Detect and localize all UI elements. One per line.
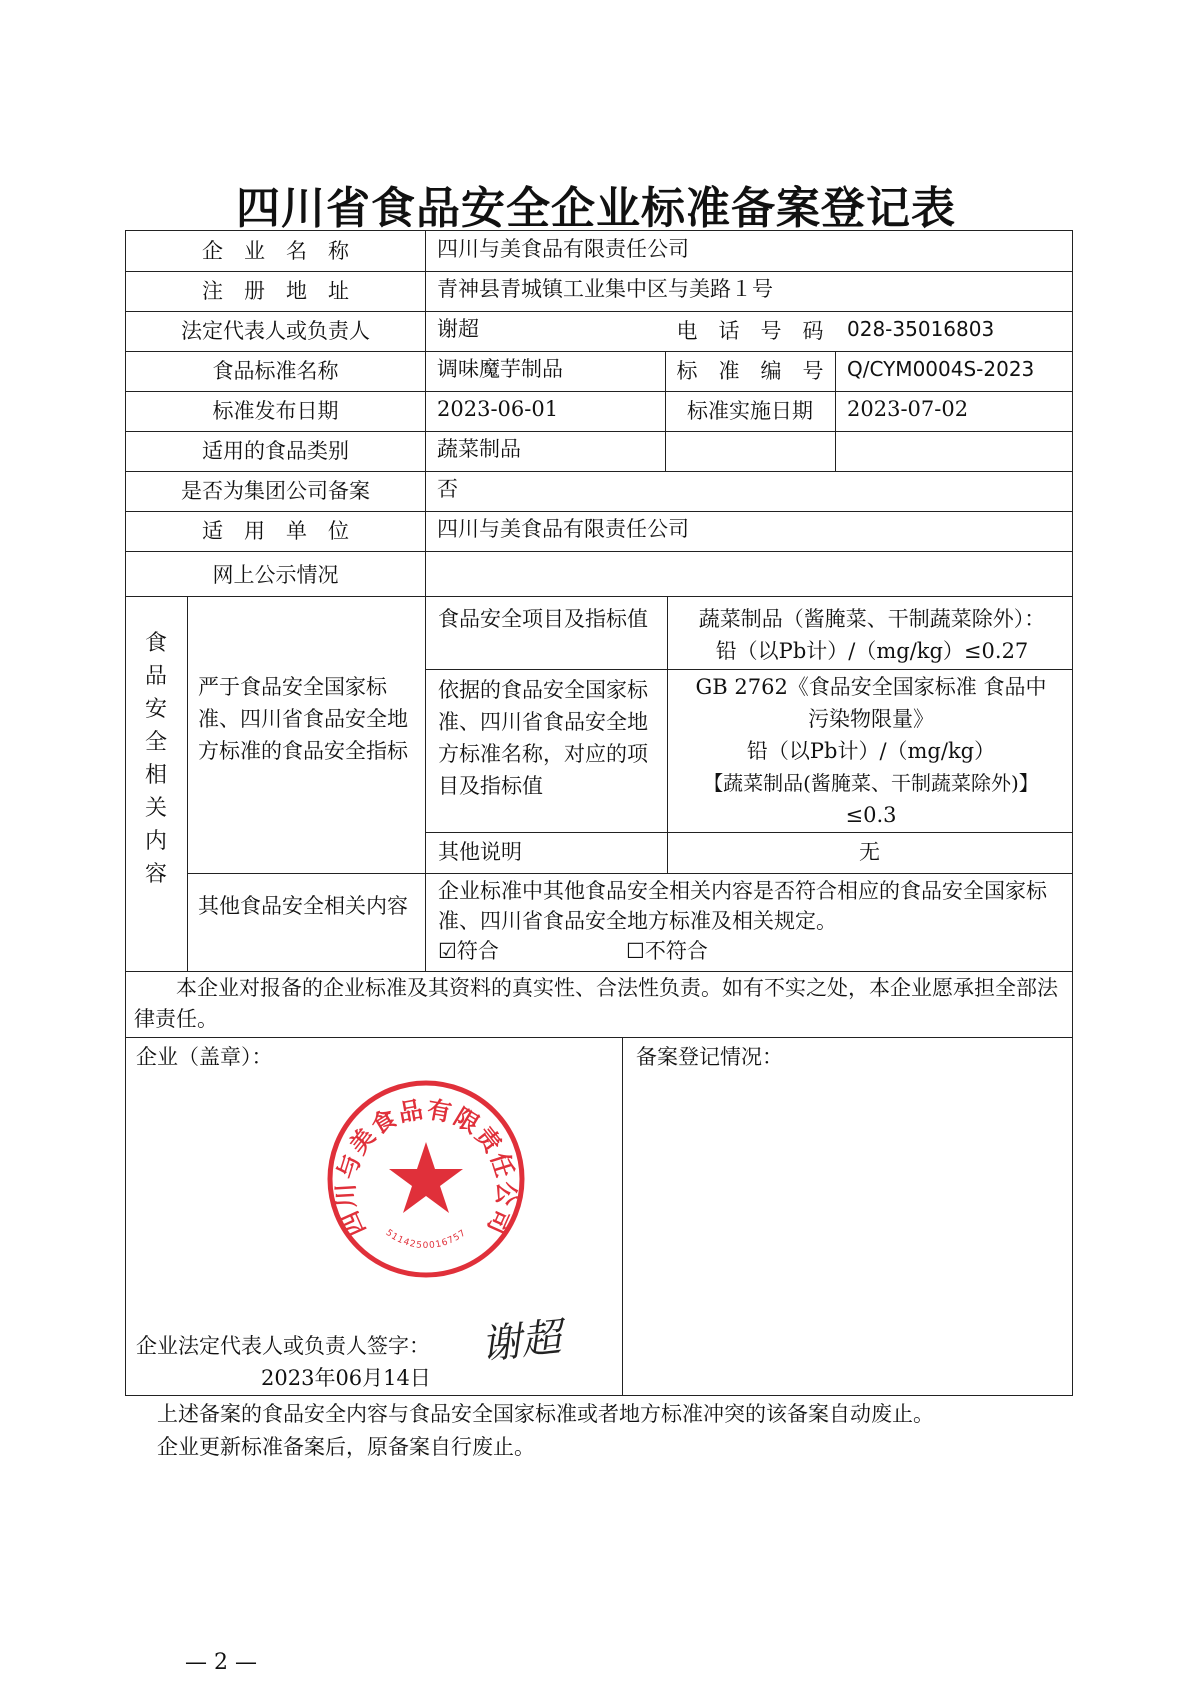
standard-number-value: Q/CYM0004S-2023 <box>847 357 1035 381</box>
other-safety-text: 企业标准中其他食品安全相关内容是否符合相应的食品安全国家标准、四川省食品安全地方标准及相关规定。 <box>438 879 1047 933</box>
registration-table <box>125 230 1073 1396</box>
publish-date-label: 标准发布日期 <box>212 399 339 423</box>
column-divider <box>667 596 668 873</box>
row-divider <box>126 471 1072 472</box>
phone-value: 028-35016803 <box>847 317 995 341</box>
legal-representative-label: 法定代表人或负责人 <box>181 319 370 343</box>
basis-standard-value <box>672 671 1070 831</box>
seal-label: 企业（盖章）： <box>136 1045 273 1069</box>
record-status-label: 备案登记情况： <box>636 1045 783 1069</box>
row-divider <box>126 551 1072 552</box>
row-divider <box>126 971 1072 972</box>
basis-standard-label: 依据的食品安全国家标准、四川省食品安全地方标准名称，对应的项目及指标值 <box>438 678 648 798</box>
standard-name-value: 调味魔芋制品 <box>437 357 563 381</box>
implement-date-label: 标准实施日期 <box>687 399 813 423</box>
stricter-indicators-label: 严于食品安全国家标准、四川省食品安全地方标准的食品安全指标 <box>198 675 408 763</box>
safety-item-label: 食品安全项目及指标值 <box>438 607 648 631</box>
row-divider <box>126 271 1072 272</box>
star-icon <box>389 1142 463 1213</box>
signature-label: 企业法定代表人或负责人签字： <box>136 1334 430 1358</box>
row-divider <box>126 511 1072 512</box>
company-name-value: 四川与美食品有限责任公司 <box>437 237 689 261</box>
publish-date-value: 2023-06-01 <box>437 397 559 421</box>
signature: 谢超 <box>478 1314 564 1369</box>
row-divider <box>425 669 1072 670</box>
online-publicity-label: 网上公示情况 <box>212 563 339 587</box>
not-comply-checkbox[interactable]: ☐不符合 <box>626 939 708 963</box>
svg-text:5114250016757 <box>384 1228 469 1251</box>
row-divider <box>126 311 1072 312</box>
row-divider <box>425 832 1072 833</box>
safety-item-value-line: 铅（以Pb计）/（mg/kg）≤0.27 <box>715 639 1029 663</box>
safety-item-value-line: 蔬菜制品（酱腌菜、干制蔬菜除外）： <box>698 607 1046 631</box>
food-category-value: 蔬菜制品 <box>437 437 521 461</box>
address-label: 注 册 地 址 <box>202 279 349 303</box>
applicable-unit-label: 适 用 单 位 <box>202 519 349 543</box>
safety-side-label: 食品安全相关内容 <box>144 631 167 887</box>
safety-item-value <box>676 603 1068 667</box>
basis-value-line: 铅（以Pb计）/（mg/kg） <box>746 739 996 763</box>
column-divider <box>622 1037 623 1395</box>
row-divider <box>126 391 1072 392</box>
standard-number-label: 标 准 编 号 <box>676 359 824 383</box>
row-divider <box>126 1037 1072 1038</box>
sign-date: 2023年06月14日 <box>261 1366 431 1390</box>
basis-value-line: ≤0.3 <box>845 803 897 827</box>
phone-label: 电 话 号 码 <box>676 319 824 343</box>
other-note-value: 无 <box>859 840 880 864</box>
basis-value-line: 污染物限量》 <box>808 707 934 731</box>
row-divider <box>126 431 1072 432</box>
page-number: — 2 — <box>185 1650 257 1675</box>
comply-checkbox[interactable]: ☑符合 <box>438 939 499 963</box>
applicable-unit-value: 四川与美食品有限责任公司 <box>437 517 689 541</box>
seal-number: 5114250016757 <box>383 1227 469 1252</box>
row-divider <box>126 351 1072 352</box>
footer-note-1: 上述备案的食品安全内容与食品安全国家标准或者地方标准冲突的该备案自动废止。 <box>157 1402 934 1426</box>
other-note-label: 其他说明 <box>438 840 522 864</box>
basis-value-line: 【蔬菜制品(酱腌菜、干制蔬菜除外)】 <box>703 771 1039 795</box>
document-title: 四川省食品安全企业标准备案登记表 <box>236 183 956 234</box>
row-divider <box>187 873 1072 874</box>
row-divider <box>126 596 1072 597</box>
declaration-text: 本企业对报备的企业标准及其资料的真实性、合法性负责。如有不实之处，本企业愿承担全部法律责任。 <box>134 976 1058 1031</box>
company-name-label: 企 业 名 称 <box>202 239 349 263</box>
company-seal <box>321 1074 531 1284</box>
group-filing-label: 是否为集团公司备案 <box>181 479 370 503</box>
address-value: 青神县青城镇工业集中区与美路１号 <box>437 277 773 301</box>
footer-note-2: 企业更新标准备案后，原备案自行废止。 <box>157 1435 535 1459</box>
basis-value-line: GB 2762《食品安全国家标准 食品中 <box>695 675 1047 699</box>
legal-representative-value: 谢超 <box>437 317 479 341</box>
other-safety-label: 其他食品安全相关内容 <box>198 894 408 918</box>
implement-date-value: 2023-07-02 <box>847 397 969 421</box>
group-filing-value: 否 <box>437 477 458 501</box>
standard-name-label: 食品标准名称 <box>212 359 339 383</box>
column-divider <box>187 596 188 971</box>
seal-text: 四川与美食品有限责任公司 <box>331 1095 521 1241</box>
food-category-label: 适用的食品类别 <box>202 439 349 463</box>
